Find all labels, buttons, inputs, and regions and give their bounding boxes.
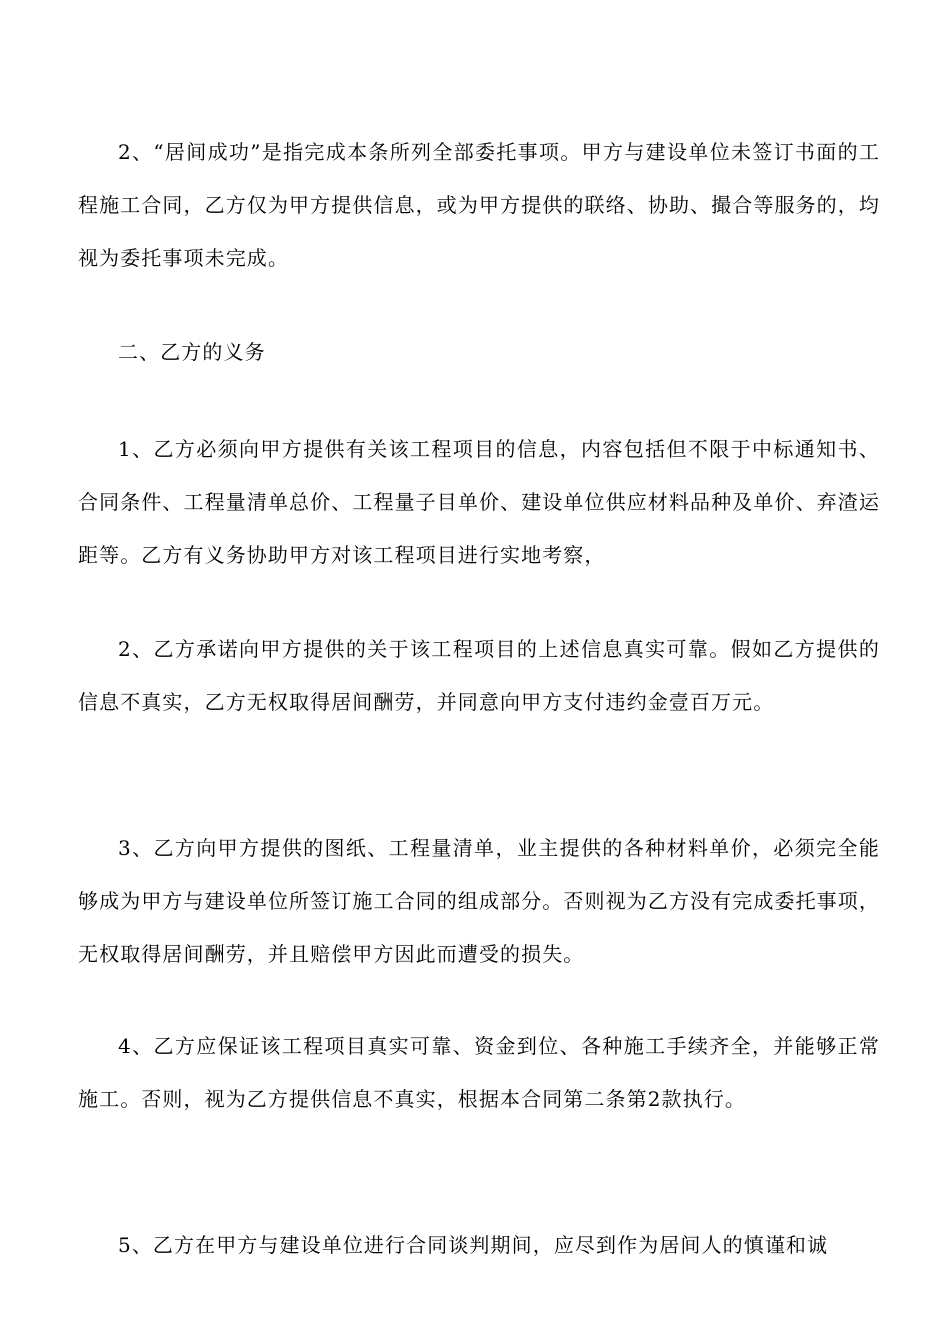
paragraph-obligation-1: 1、乙方必须向甲方提供有关该工程项目的信息，内容包括但不限于中标通知书、合同条件、工程量清单总价、工程量子目单价、建设单位供应材料品种及单价、弃渣运距等。乙方有义务协助甲方对该工程项目进行实地考察，: [78, 437, 880, 567]
paragraph-obligation-2: 2、乙方承诺向甲方提供的关于该工程项目的上述信息真实可靠。假如乙方提供的信息不真实，乙方无权取得居间酬劳，并同意向甲方支付违约金壹百万元。: [78, 637, 880, 714]
paragraph-success-definition: 2、“居间成功”是指完成本条所列全部委托事项。甲方与建设单位未签订书面的工程施工合同，乙方仅为甲方提供信息，或为甲方提供的联络、协助、撮合等服务的，均视为委托事项未完成。: [78, 140, 880, 270]
paragraph-obligation-4: 4、乙方应保证该工程项目真实可靠、资金到位、各种施工手续齐全，并能够正常施工。否则，视为乙方提供信息不真实，根据本合同第二条第2款执行。: [78, 1034, 880, 1111]
section-heading-party-b-obligations: 二、乙方的义务: [118, 340, 266, 364]
paragraph-obligation-5: 5、乙方在甲方与建设单位进行合同谈判期间，应尽到作为居间人的慎谨和诚: [118, 1233, 829, 1257]
paragraph-obligation-3: 3、乙方向甲方提供的图纸、工程量清单，业主提供的各种材料单价，必须完全能够成为甲方与建设单位所签订施工合同的组成部分。否则视为乙方没有完成委托事项，无权取得居间酬劳，并且赔偿甲方因此而遭受的损失。: [78, 836, 880, 966]
